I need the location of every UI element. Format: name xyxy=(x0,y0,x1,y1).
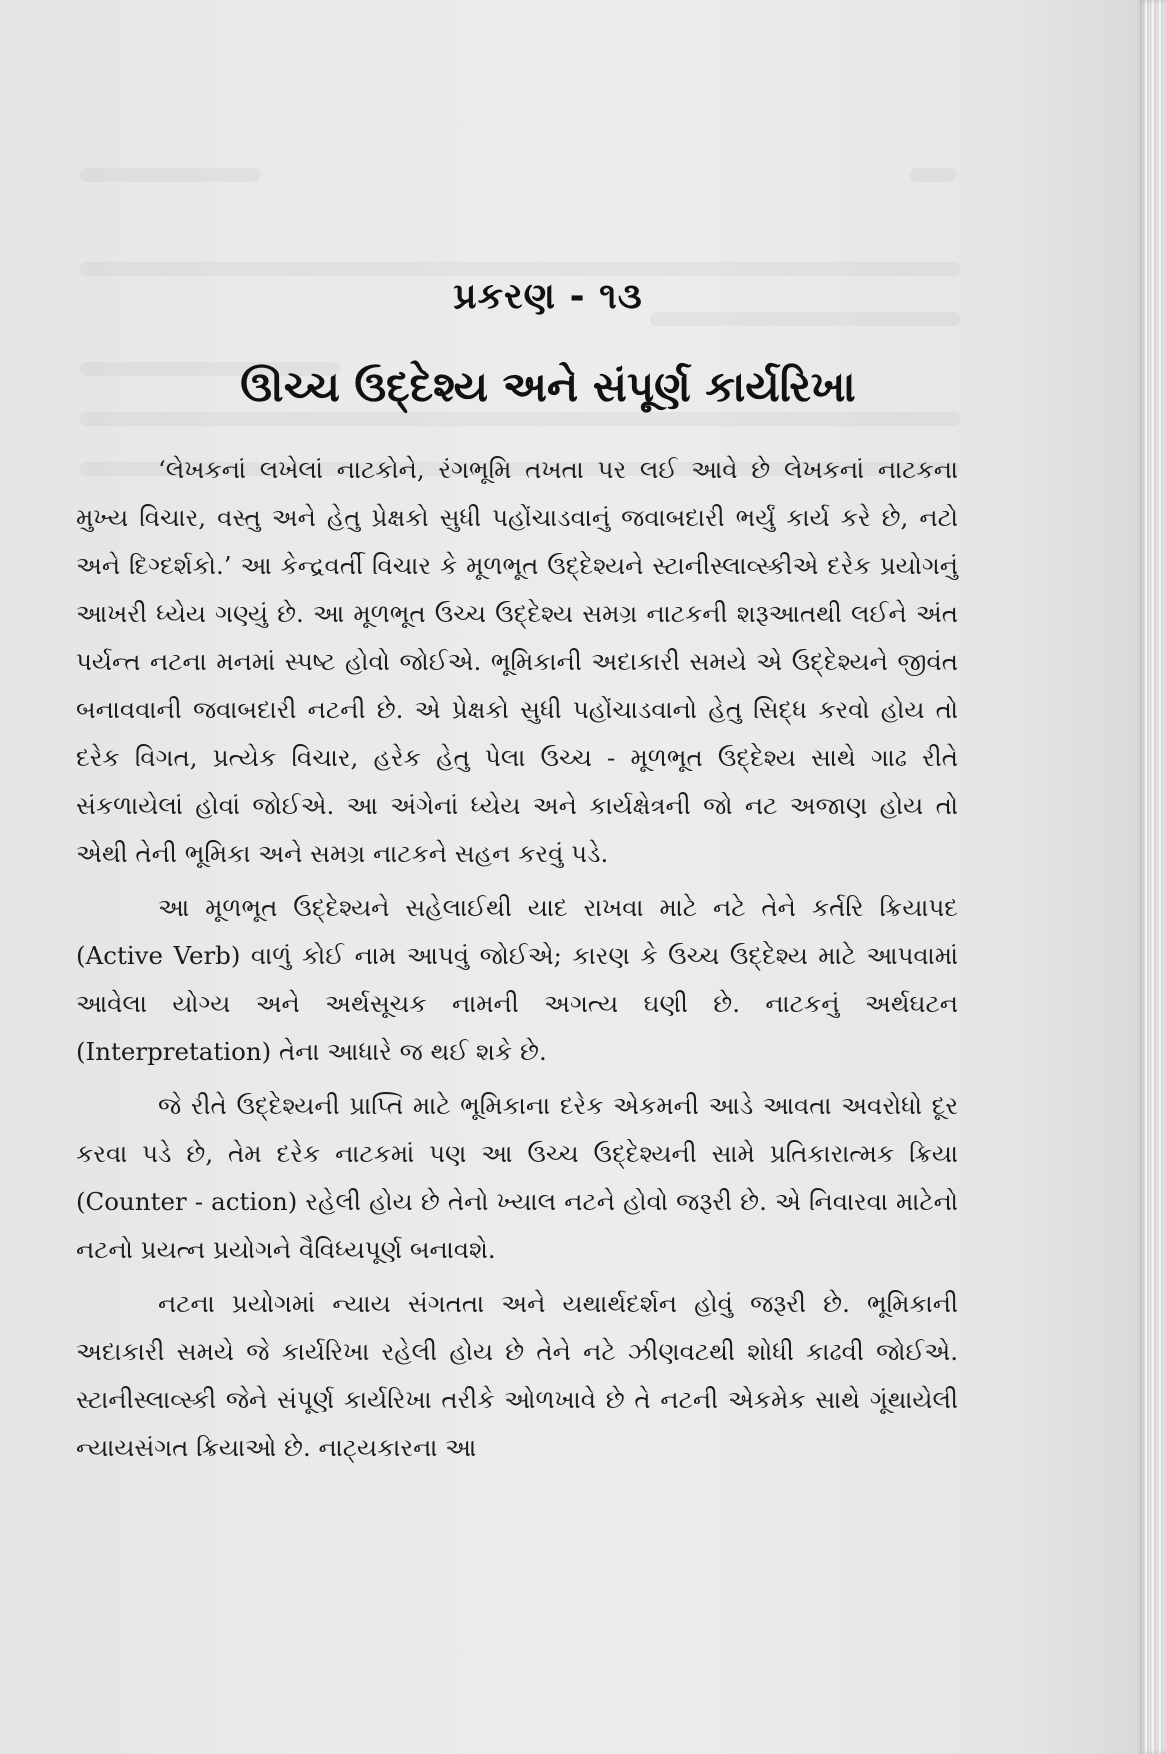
paragraph: નટના પ્રયોગમાં ન્યાય સંગતતા અને યથાર્થદર્શન હોવું જરૂરી છે. ભૂમિકાની અદાકારી સમયે જે કાર્યરિખા રહેલી હોય છે તેને નટે ઝીણવટથી શોધી કાઢવી જોઈએ. સ્ટાનીસ્લાવ્સ્કી જેને સંપૂર્ણ કાર્યરિખા તરીકે ઓળખાવે છે તે નટની એકમેક સાથે ગૂંથાયેલી ન્યાયસંગત ક્રિયાઓ છે. નાટ્યકારના આ xyxy=(76,1289,958,1462)
chapter-title: ઊચ્ચ ઉદ્દેશ્ય અને સંપૂર્ણ કાર્યરિખા xyxy=(240,362,856,411)
page-edge xyxy=(1138,0,1166,1754)
paragraph: જે રીતે ઉદ્દેશ્યની પ્રાપ્તિ માટે ભૂમિકાના દરેક એકમની આડે આવતા અવરોધો દૂર કરવા પડે છે, તેમ દરેક નાટકમાં પણ આ ઉચ્ચ ઉદ્દેશ્યની સામે પ્રતિકારાત્મક ક્રિયા (Counter - action) રહેલી હોય છે તેનો ખ્યાલ નટને હોવો જરૂરી છે. એ નિવારવા માટેનો નટનો પ્રયત્ન પ્રયોગને વૈવિધ્યપૂર્ણ બનાવશે. xyxy=(76,1091,958,1264)
paragraph: આ મૂળભૂત ઉદ્દેશ્યને સહેલાઈથી યાદ રાખવા માટે નટે તેને કર્તરિ ક્રિયાપદ (Active Verb) વાળું કોઈ નામ આપવું જોઈએ; કારણ કે ઉચ્ચ ઉદ્દેશ્ય માટે આપવામાં આવેલા યોગ્ય અને અર્થસૂચક નામની અગત્ય ઘણી છે. નાટકનું અર્થઘટન (Interpretation) તેના આધારે જ થઈ શકે છે. xyxy=(76,893,958,1066)
body-text xyxy=(76,446,958,1472)
chapter-number: પ્રકરણ - ૧૩ xyxy=(453,276,643,317)
paragraph: ‘લેખકનાં લખેલાં નાટકોને, રંગભૂમિ તખતા પર લઈ આવે છે લેખકનાં નાટકના મુખ્ય વિચાર, વસ્તુ અને હેતુ પ્રેક્ષકો સુધી પહોંચાડવાનું જવાબદારી ભર્યું કાર્ય કરે છે, નટો અને દિગ્દર્શકો.’ આ કેન્દ્રવર્તી વિચાર કે મૂળભૂત ઉદ્દેશ્યને સ્ટાનીસ્લાવ્સ્કીએ દરેક પ્રયોગનું આખરી ધ્યેય ગણ્યું છે. આ મૂળભૂત ઉચ્ચ ઉદ્દેશ્ય સમગ્ર નાટકની શરૂઆતથી લઈને અંત પર્યન્ત નટના મનમાં સ્પષ્ટ હોવો જોઈએ. ભૂમિકાની અદાકારી સમયે એ ઉદ્દેશ્યને જીવંત બનાવવાની જવાબદારી નટની છે. એ પ્રેક્ષકો સુધી પહોંચાડવાનો હેતુ સિદ્ધ કરવો હોય તો દરેક વિગત, પ્રત્યેક વિચાર, હરેક હેતુ પેલા ઉચ્ચ - મૂળભૂત ઉદ્દેશ્ય સાથે ગાઢ રીતે સંકળાયેલાં હોવાં જોઈએ. આ અંગેનાં ધ્યેય અને કાર્યક્ષેત્રની જો નટ અજાણ હોય તો એથી તેની ભૂમિકા અને સમગ્ર નાટકને સહન કરવું પડે. xyxy=(76,455,958,868)
